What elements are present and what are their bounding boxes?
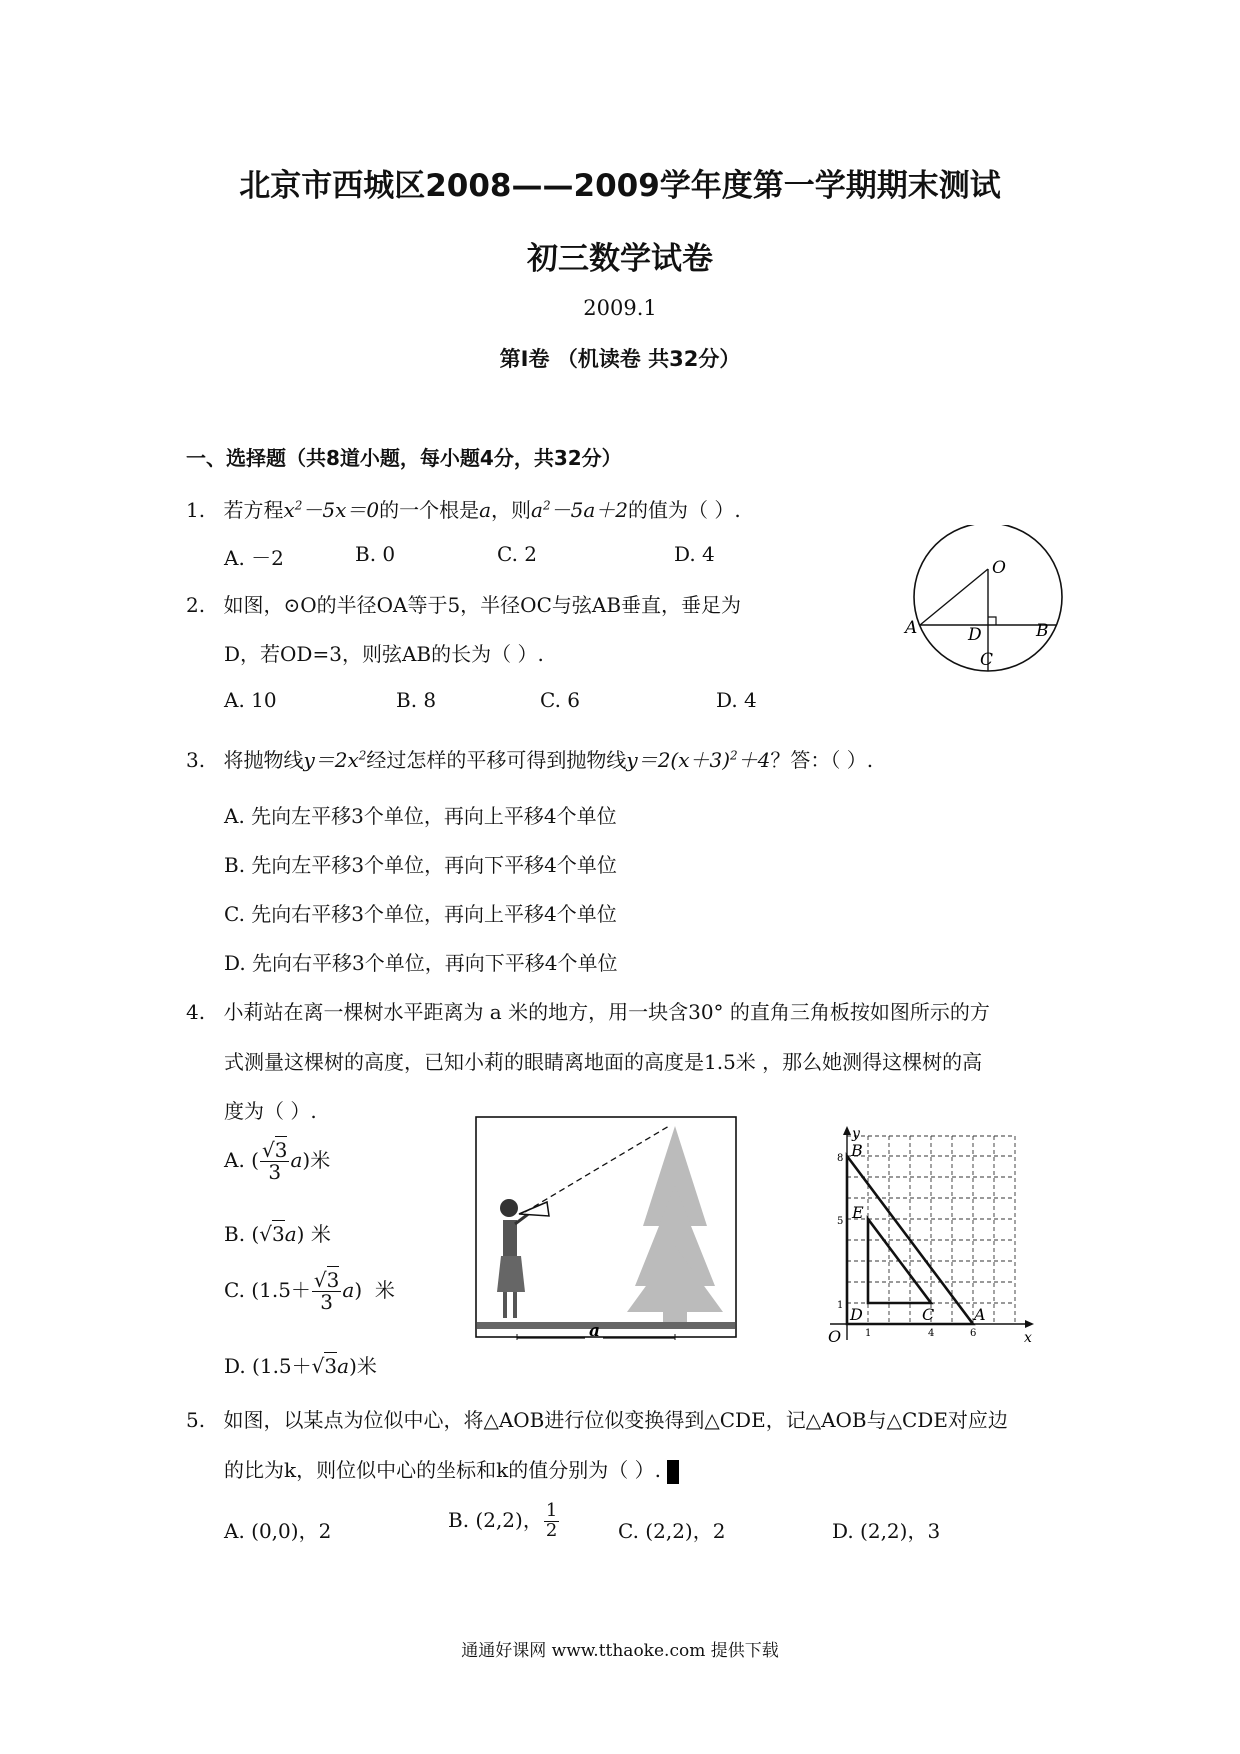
tree: [627, 1126, 723, 1322]
q5-option-d: D. (2,2)，3: [832, 1519, 941, 1543]
label-x: x: [1024, 1330, 1032, 1346]
q3-option-d: D. 先向右平移3个单位，再向下平移4个单位: [224, 951, 618, 975]
q1-option-c: C. 2: [497, 542, 538, 566]
circle-figure: [900, 525, 1080, 675]
label-b: B: [1036, 621, 1049, 641]
label-c: C: [922, 1305, 935, 1324]
q5-number: 5.: [186, 1408, 206, 1432]
q1-option-d: D. 4: [674, 542, 715, 566]
q1-text-c: ，则: [491, 498, 532, 522]
q2-line2: D，若OD=3，则弦AB的长为（ ）.: [224, 642, 544, 666]
question-5: [186, 1404, 1008, 1433]
q5-option-a: A. (0,0)，2: [224, 1519, 332, 1543]
tick-6: 6: [970, 1328, 977, 1339]
q5-option-c: C. (2,2)，2: [618, 1519, 726, 1543]
girl-figure: [497, 1199, 531, 1318]
q1-text-d: 的值为（ ）.: [628, 498, 741, 522]
q4-option-d: D. (1.5＋√3a)米: [224, 1354, 377, 1378]
q4-line3: 度为（ ）.: [224, 1099, 317, 1123]
q3-parabola-1: $y=2x^2$: [303, 748, 367, 772]
q3-parabola-2: $y=2(x+3)^2+4$: [626, 748, 771, 772]
label-y: y: [852, 1126, 860, 1142]
label-a: A: [905, 618, 918, 638]
q5-option-b: B. (2,2)， $\frac{1}{2}$: [448, 1500, 558, 1541]
q3-number: 3.: [186, 748, 206, 772]
q1-text-a: 若方程: [223, 498, 284, 522]
q3-option-b: B. 先向左平移3个单位，再向下平移4个单位: [224, 853, 617, 877]
page-title: 北京市西城区2008——2009学年度第一学期期末测试: [239, 168, 1001, 204]
label-o: O: [992, 558, 1006, 578]
q2-option-a: A. 10: [224, 688, 277, 712]
label-b: B: [851, 1141, 863, 1160]
q1-expression: $a^2-5a+2$: [531, 498, 628, 522]
q1-text-b: 的一个根是: [379, 498, 480, 522]
label-e: E: [852, 1203, 864, 1222]
label-a: A: [974, 1305, 986, 1324]
tree-measurement-figure: [475, 1116, 737, 1340]
label-distance-a: a: [589, 1321, 601, 1340]
exam-date: 2009.1: [583, 296, 657, 320]
q3-option-a: A. 先向左平移3个单位，再向上平移4个单位: [224, 804, 617, 828]
question-4: [186, 996, 990, 1025]
q2-line1: 如图，⊙O的半径OA等于5，半径OC与弦AB垂直，垂足为: [223, 593, 742, 617]
label-c: C: [980, 650, 994, 670]
grid-lines: [847, 1136, 1015, 1324]
page-subtitle: 初三数学试卷: [527, 241, 713, 277]
question-3: [186, 744, 873, 773]
q4-number: 4.: [186, 1000, 206, 1024]
q3-text-a: 将抛物线: [223, 748, 304, 772]
tick-4: 4: [928, 1328, 935, 1339]
tick-5: 5: [837, 1216, 844, 1227]
section-heading: 一、选择题（共8道小题，每小题4分，共32分）: [186, 446, 622, 470]
q1-number: 1.: [186, 498, 206, 522]
q1-option-a: A. －2: [224, 546, 284, 570]
q3-text-c: ？答：（ ）.: [770, 748, 874, 772]
q5-line2: [224, 1454, 679, 1484]
coordinate-grid-figure: [810, 1126, 1040, 1348]
volume-heading: 第Ⅰ卷 （机读卷 共32分）: [499, 347, 741, 371]
q4-option-b: B. (√3a) 米: [224, 1222, 331, 1246]
q1-equation: $x^2-5x=0$: [283, 498, 380, 522]
q4-line1: 小莉站在离一棵树水平距离为 a 米的地方，用一块含30° 的直角三角板按如图所示的方: [223, 1000, 990, 1024]
cursor-mark: [667, 1460, 679, 1484]
q1-variable: a: [479, 498, 492, 522]
question-1: [186, 494, 741, 523]
q1-option-b: B. 0: [355, 542, 396, 566]
q3-text-b: 经过怎样的平移可得到抛物线: [366, 748, 627, 772]
tick-1-x: 1: [865, 1328, 872, 1339]
q4-option-c: C. (1.5＋ $\frac{√3}{3}$ a) 米: [224, 1268, 395, 1314]
tick-8: 8: [837, 1153, 844, 1164]
label-d: D: [850, 1305, 863, 1324]
footer-text: 通通好课网 www.tthaoke.com 提供下载: [461, 1641, 779, 1661]
q2-option-d: D. 4: [716, 688, 757, 712]
tick-1-y: 1: [837, 1300, 844, 1311]
ground: [477, 1322, 735, 1329]
q3-option-c: C. 先向右平移3个单位，再向上平移4个单位: [224, 902, 617, 926]
q5-line1: 如图，以某点为位似中心，将△AOB进行位似变换得到△CDE，记△AOB与△CDE对应边: [223, 1408, 1008, 1432]
q2-number: 2.: [186, 593, 206, 617]
question-2: [186, 589, 741, 618]
q5-line2-text: 的比为k，则位似中心的坐标和k的值分别为（ ）.: [224, 1458, 661, 1482]
sight-line: [525, 1126, 669, 1212]
q2-option-c: C. 6: [540, 688, 581, 712]
q2-option-b: B. 8: [396, 688, 437, 712]
set-square: [519, 1202, 549, 1216]
label-o: O: [828, 1327, 842, 1346]
q4-option-a: A. ( $\frac{√3}{3}$ a)米: [224, 1138, 331, 1184]
label-d: D: [968, 625, 982, 645]
radius-oa: [920, 569, 988, 625]
q4-line2: 式测量这棵树的高度，已知小莉的眼睛离地面的高度是1.5米 ，那么她测得这棵树的高: [224, 1050, 983, 1074]
right-angle-mark: [988, 617, 996, 625]
